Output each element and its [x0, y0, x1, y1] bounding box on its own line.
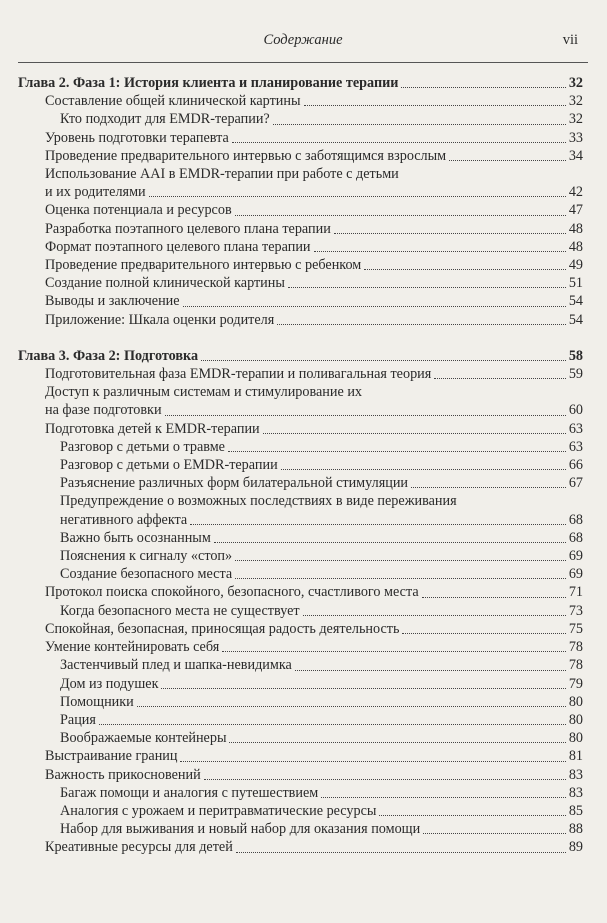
toc-page-number: 73 — [568, 602, 583, 619]
toc-entry[interactable] — [18, 511, 583, 529]
toc-entry-title: Кто подходит для EMDR-терапии? — [60, 111, 270, 128]
toc-entry[interactable] — [18, 401, 583, 419]
toc-entry-title: Важно быть осознанным — [60, 529, 211, 546]
dot-leader — [232, 142, 566, 143]
toc-entry-title: Формат поэтапного целевого плана терапии — [45, 238, 311, 255]
toc-entry[interactable] — [18, 183, 583, 201]
toc-page-number: 89 — [568, 839, 583, 856]
toc-entry-title: Дом из подушек — [60, 675, 159, 692]
dot-leader — [236, 852, 566, 853]
toc-page-number: 80 — [568, 693, 583, 710]
dot-leader — [434, 378, 566, 379]
dot-leader — [449, 160, 566, 161]
toc-entry-title: Воображаемые контейнеры — [60, 730, 227, 747]
dot-leader — [295, 670, 566, 671]
toc-page-number: 60 — [568, 402, 583, 419]
toc-entry[interactable] — [18, 311, 583, 329]
toc-entry[interactable] — [18, 201, 583, 219]
toc-entry[interactable] — [18, 802, 583, 820]
dot-leader — [180, 761, 565, 762]
toc-entry-lead-line: Использование AAI в EMDR-терапии при работе с детьми — [45, 166, 399, 183]
toc-entry-title: Разработка поэтапного целевого плана терапии — [45, 220, 331, 237]
toc-entry-title: Пояснения к сигналу «стоп» — [60, 548, 233, 565]
toc-entry-title: Важность прикосновений — [45, 766, 201, 783]
toc-page-number: 47 — [568, 202, 583, 219]
toc-page-number: 85 — [568, 802, 583, 819]
dot-leader — [204, 779, 566, 780]
toc-entry-lead-line: Доступ к различным системам и стимулирование их — [45, 384, 363, 401]
toc-entry-title: Подготовительная фаза EMDR-терапии и поливагальная теория — [45, 366, 432, 383]
toc-page-number: 69 — [568, 566, 583, 583]
toc-chapter[interactable] — [18, 74, 583, 92]
toc-entry-title: негативного аффекта — [60, 511, 188, 528]
header-title: Содержание — [263, 32, 343, 48]
toc-entry[interactable] — [18, 274, 583, 292]
toc-entry-title: Помощники — [60, 693, 134, 710]
dot-leader — [161, 688, 565, 689]
toc-entry[interactable] — [18, 766, 583, 784]
toc-entry[interactable] — [18, 711, 583, 729]
toc-entry[interactable] — [18, 147, 583, 165]
toc-page-number: 34 — [568, 147, 583, 164]
toc-entry[interactable] — [18, 474, 583, 492]
toc-entry[interactable] — [18, 238, 583, 256]
header-rule — [18, 62, 588, 63]
toc-entry[interactable] — [18, 420, 583, 438]
toc-page-number: 32 — [568, 93, 583, 110]
toc-entry-title: Проведение предварительного интервью с заботящимся взрослым — [45, 147, 447, 164]
dot-leader — [235, 215, 566, 216]
dot-leader — [334, 233, 566, 234]
toc-page-number: 79 — [568, 675, 583, 692]
toc-entry[interactable] — [18, 747, 583, 765]
toc-entry[interactable] — [18, 365, 583, 383]
toc-entry-title: Когда безопасного места не существует — [60, 602, 300, 619]
toc-page-number: 32 — [568, 75, 583, 91]
toc-page-number: 78 — [568, 639, 583, 656]
toc-entry-title: Уровень подготовки терапевта — [45, 129, 229, 146]
dot-leader — [281, 469, 566, 470]
dot-leader — [314, 251, 566, 252]
toc-page-number: 69 — [568, 548, 583, 565]
dot-leader — [263, 433, 566, 434]
toc-page-number: 80 — [568, 730, 583, 747]
dot-leader — [183, 306, 566, 307]
toc-page-number: 63 — [568, 438, 583, 455]
toc-entry-title: Составление общей клинической картины — [45, 93, 301, 110]
toc-page-number: 75 — [568, 620, 583, 637]
toc-entry-title: Спокойная, безопасная, приносящая радость деятельность — [45, 620, 400, 637]
toc-entry-title: Протокол поиска спокойного, безопасного, счастливого места — [45, 584, 419, 601]
toc-page-number: 80 — [568, 711, 583, 728]
toc-entry[interactable] — [18, 675, 583, 693]
dot-leader — [304, 105, 566, 106]
toc-entry[interactable] — [18, 256, 583, 274]
toc-entry-title: Застенчивый плед и шапка-невидимка — [60, 657, 292, 674]
toc-entry-title: Выстраивание границ — [45, 748, 178, 765]
toc-page-number: 58 — [568, 347, 583, 364]
toc-entry-title: Выводы и заключение — [45, 293, 180, 310]
toc-entry[interactable] — [18, 292, 583, 310]
table-of-contents — [18, 74, 583, 857]
toc-entry[interactable] — [18, 438, 583, 456]
toc-entry-title: Разъяснение различных форм билатеральной стимуляции — [60, 475, 409, 492]
toc-page-number: 49 — [568, 257, 583, 274]
toc-page-number: 63 — [568, 420, 583, 437]
toc-page-number: 33 — [568, 129, 583, 146]
dot-leader — [379, 815, 565, 816]
toc-entry[interactable] — [18, 656, 583, 674]
dot-leader — [222, 651, 566, 652]
toc-page-number: 71 — [568, 584, 583, 601]
dot-leader — [321, 797, 566, 798]
toc-page-number: 48 — [568, 220, 583, 237]
toc-entry[interactable] — [18, 784, 583, 802]
toc-entry-lead-line: Предупреждение о возможных последствиях в виде переживания — [60, 493, 457, 510]
dot-leader — [235, 578, 566, 579]
toc-entry-title: Создание полной клинической картины — [45, 275, 285, 292]
dot-leader — [149, 196, 566, 197]
toc-entry[interactable] — [18, 110, 583, 128]
toc-page-number: 67 — [568, 475, 583, 492]
toc-entry-title: Глава 3. Фаза 2: Подготовка — [18, 347, 199, 364]
dot-leader — [288, 287, 566, 288]
toc-entry[interactable] — [18, 729, 583, 747]
toc-entry[interactable] — [18, 92, 583, 110]
toc-entry-title: Создание безопасного места — [60, 566, 233, 583]
dot-leader — [364, 269, 566, 270]
toc-page-number: 66 — [568, 457, 583, 474]
dot-leader — [273, 124, 566, 125]
toc-entry-title: Креативные ресурсы для детей — [45, 839, 233, 856]
toc-entry[interactable] — [18, 529, 583, 547]
dot-leader — [277, 324, 566, 325]
dot-leader — [137, 706, 566, 707]
toc-entry-title: Разговор с детьми о EMDR-терапии — [60, 457, 278, 474]
dot-leader — [214, 542, 566, 543]
toc-entry[interactable] — [18, 547, 583, 565]
toc-page-number: 59 — [568, 366, 583, 383]
dot-leader — [402, 633, 565, 634]
toc-page-number: 42 — [568, 184, 583, 201]
toc-entry[interactable] — [18, 456, 583, 474]
toc-page-number: 68 — [568, 511, 583, 528]
dot-leader — [303, 615, 566, 616]
toc-entry[interactable] — [18, 620, 583, 638]
toc-entry-title: Подготовка детей к EMDR-терапии — [45, 420, 260, 437]
toc-entry-title: Приложение: Шкала оценки родителя — [45, 311, 275, 328]
toc-entry-title: Багаж помощи и аналогия с путешествием — [60, 784, 319, 801]
toc-entry[interactable] — [18, 583, 583, 601]
dot-leader — [229, 742, 565, 743]
toc-page-number: 51 — [568, 275, 583, 292]
toc-entry-title: Аналогия с урожаем и перитравматические ресурсы — [60, 802, 377, 819]
toc-page-number: 32 — [568, 111, 583, 128]
toc-entry-title: Набор для выживания и новый набор для оказания помощи — [60, 821, 421, 838]
toc-entry-title: Проведение предварительного интервью с ребенком — [45, 257, 362, 274]
toc-entry[interactable] — [18, 602, 583, 620]
toc-entry-title: и их родителями — [45, 184, 146, 201]
toc-entry-title: Разговор с детьми о травме — [60, 438, 225, 455]
toc-entry-title: Оценка потенциала и ресурсов — [45, 202, 232, 219]
toc-page-number: 81 — [568, 748, 583, 765]
toc-entry[interactable] — [18, 693, 583, 711]
dot-leader — [99, 724, 566, 725]
toc-entry-title: на фазе подготовки — [45, 402, 162, 419]
toc-page-number: 54 — [568, 311, 583, 328]
toc-entry[interactable] — [18, 838, 583, 856]
running-header — [18, 32, 588, 54]
toc-page-number: 68 — [568, 529, 583, 546]
dot-leader — [423, 833, 566, 834]
dot-leader — [422, 597, 566, 598]
toc-entry-title: Умение контейнировать себя — [45, 639, 220, 656]
dot-leader — [411, 487, 566, 488]
toc-page-number: 88 — [568, 821, 583, 838]
dot-leader — [190, 524, 566, 525]
toc-entry[interactable] — [18, 220, 583, 238]
toc-chapter[interactable] — [18, 347, 583, 365]
toc-entry[interactable] — [18, 638, 583, 656]
toc-entry[interactable] — [18, 565, 583, 583]
toc-entry[interactable] — [18, 820, 583, 838]
toc-page-number: 54 — [568, 293, 583, 310]
toc-page-number: 83 — [568, 766, 583, 783]
toc-page-number: 83 — [568, 784, 583, 801]
dot-leader — [228, 451, 566, 452]
toc-entry-title: Рация — [60, 711, 96, 728]
toc-page-number: 78 — [568, 657, 583, 674]
dot-leader — [165, 415, 566, 416]
toc-entry-title: Глава 2. Фаза 1: История клиента и планирование терапии — [18, 75, 399, 91]
dot-leader — [235, 560, 566, 561]
header-page-number: vii — [562, 32, 578, 48]
dot-leader — [401, 87, 565, 88]
toc-entry[interactable] — [18, 129, 583, 147]
dot-leader — [201, 360, 566, 361]
section-gap — [18, 329, 583, 347]
toc-page-number: 48 — [568, 238, 583, 255]
